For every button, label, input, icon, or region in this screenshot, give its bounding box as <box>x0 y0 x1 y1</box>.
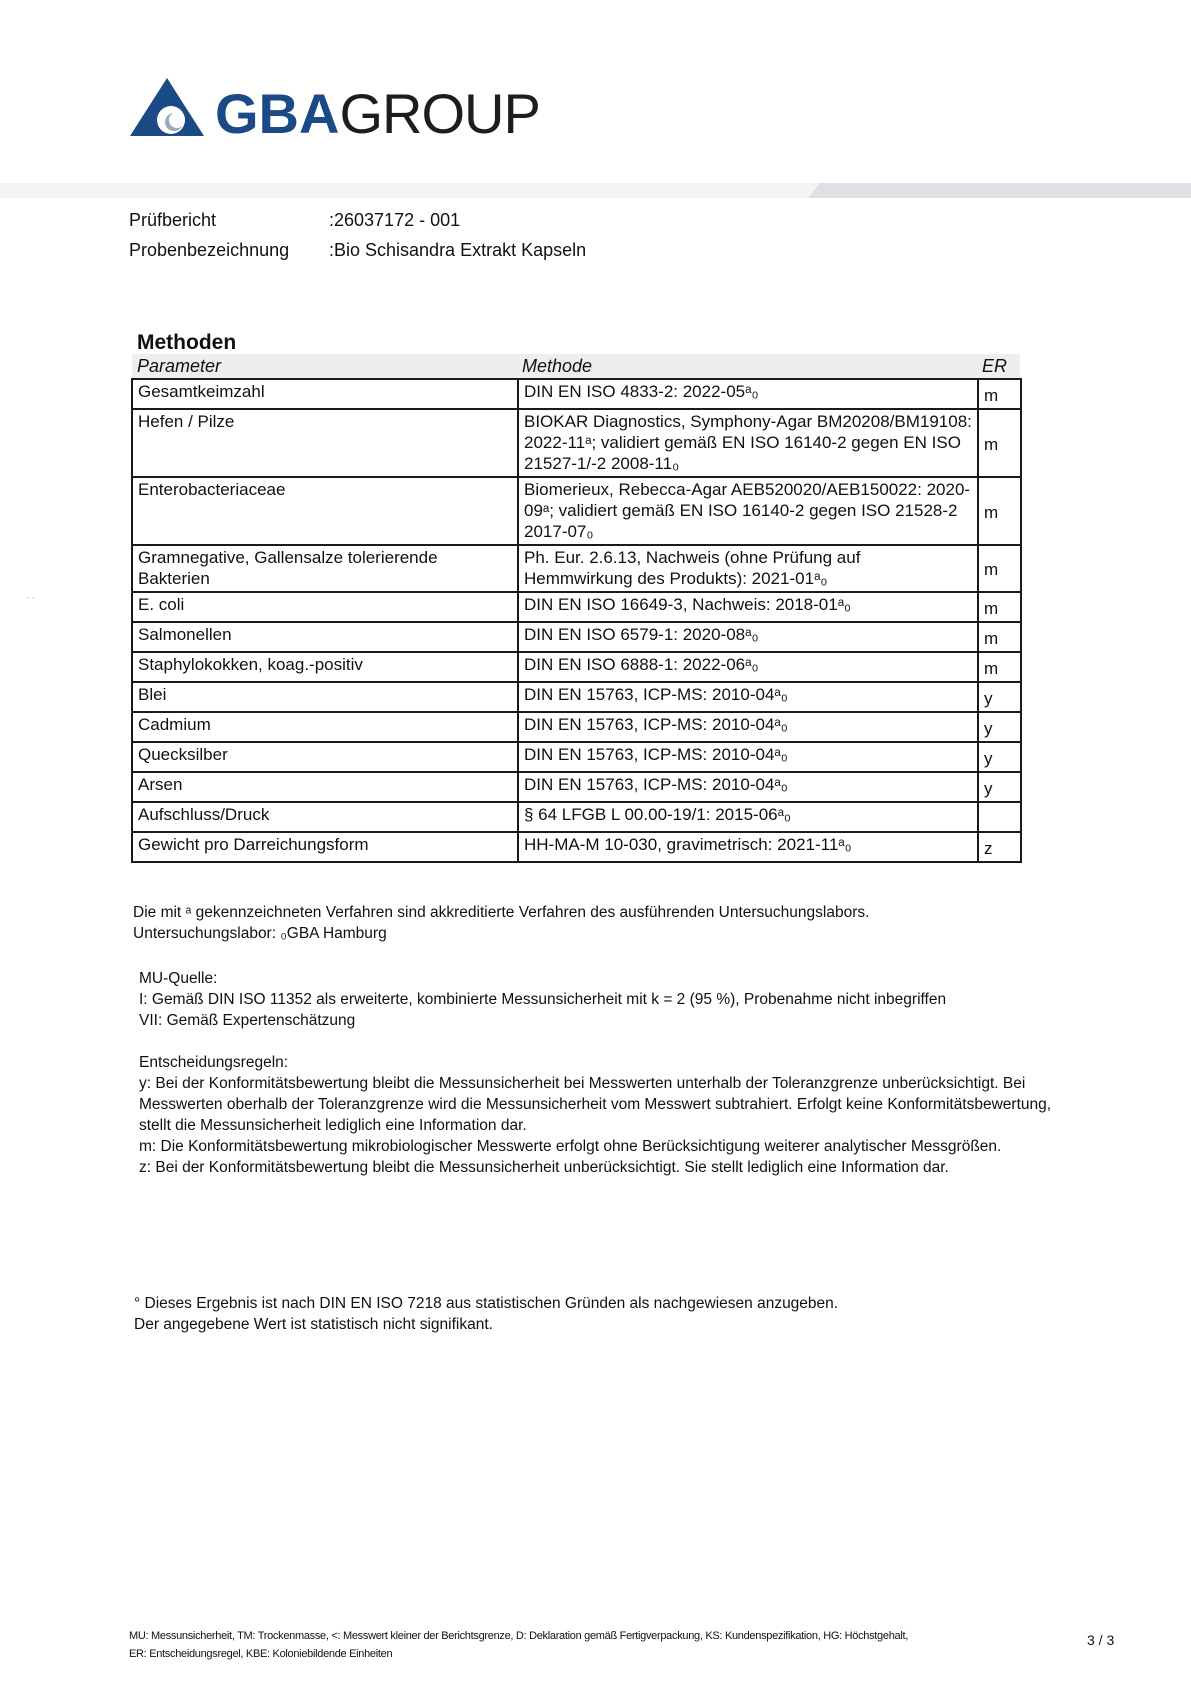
method-row <box>132 772 1021 802</box>
decision-rules-title: Entscheidungsregeln: <box>139 1054 289 1071</box>
parameter-cell: Gesamtkeimzahl <box>132 379 518 409</box>
parameter-cell: Quecksilber <box>132 742 518 772</box>
parameter-cell: Aufschluss/Druck <box>132 802 518 832</box>
method-row <box>132 477 1021 545</box>
decision-rule-z: z: Bei der Konformitätsbewertung bleibt die Messunsicherheit unberücksichtigt. Sie stellt lediglich eine Information dar. <box>139 1159 949 1176</box>
method-cell: § 64 LFGB L 00.00-19/1: 2015-06ᵃ₀ <box>518 802 978 832</box>
statistic-note-line-1: ° Dieses Ergebnis ist nach DIN EN ISO 7218 aus statistischen Gründen als nachgewiesen anzugeben. <box>134 1295 839 1312</box>
footer-line-2: ER: Entscheidungsregel, KBE: Koloniebildende Einheiten <box>129 1648 393 1660</box>
gba-group-logo-mark <box>130 78 205 138</box>
decision-rule-y: y: Bei der Konformitätsbewertung bleibt die Messunsicherheit bei Messwerten unterhalb der Toleranzgrenze unberücksichtigt. Bei Messwerten oberhalb der Toleranzgrenze wird die Messunsicherheit vom Messwert subtrahiert. Erfolgt keine Konformitätsbewertung, stellt die Messunsicherheit lediglich eine Information dar. <box>139 1075 1052 1134</box>
er-cell: y <box>978 682 1021 712</box>
method-row <box>132 409 1021 477</box>
method-row <box>132 802 1021 832</box>
method-cell: Biomerieux, Rebecca-Agar AEB520020/AEB150022: 2020-09ᵃ; validiert gemäß EN ISO 16140-2 gegen ISO 21528-2 2017-07₀ <box>518 477 978 545</box>
method-cell: DIN EN 15763, ICP-MS: 2010-04ᵃ₀ <box>518 682 978 712</box>
method-row <box>132 622 1021 652</box>
parameter-cell: Staphylokokken, koag.-positiv <box>132 652 518 682</box>
page-number: 3 / 3 <box>1087 1632 1115 1648</box>
method-cell: HH-MA-M 10-030, gravimetrisch: 2021-11ᵃ₀ <box>518 832 978 862</box>
margin-mark: - - <box>27 593 35 602</box>
er-cell: y <box>978 712 1021 742</box>
decision-rule-m: m: Die Konformitätsbewertung mikrobiologischer Messwerte erfolgt ohne Berücksichtigung weiterer analytischer Messgrößen. <box>139 1138 1002 1155</box>
statistic-note-line-2: Der angegebene Wert ist statistisch nicht signifikant. <box>134 1316 493 1333</box>
parameter-cell: Blei <box>132 682 518 712</box>
header-er: ER <box>982 356 1008 376</box>
parameter-cell: Arsen <box>132 772 518 802</box>
er-cell: m <box>978 622 1021 652</box>
method-row <box>132 592 1021 622</box>
method-cell: DIN EN 15763, ICP-MS: 2010-04ᵃ₀ <box>518 772 978 802</box>
logo-text-group: GROUP <box>339 82 540 145</box>
gba-group-logo-text <box>215 84 540 144</box>
header-band <box>0 183 1191 198</box>
method-row <box>132 832 1021 862</box>
method-cell: DIN EN ISO 6579-1: 2020-08ᵃ₀ <box>518 622 978 652</box>
er-cell <box>978 802 1021 832</box>
method-cell: Ph. Eur. 2.6.13, Nachweis (ohne Prüfung auf Hemmwirkung des Produkts): 2021-01ᵃ₀ <box>518 545 978 592</box>
methods-title: Methoden <box>137 331 237 354</box>
parameter-cell: Gramnegative, Gallensalze tolerierende Bakterien <box>132 545 518 592</box>
method-cell: DIN EN ISO 6888-1: 2022-06ᵃ₀ <box>518 652 978 682</box>
footer-line-1: MU: Messunsicherheit, TM: Trockenmasse, <: Messwert kleiner der Berichtsgrenze, D: Deklaration gemäß Fertigverpackung, KS: Kundenspezifikation, HG: Höchstgehalt, <box>129 1630 908 1642</box>
parameter-cell: Salmonellen <box>132 622 518 652</box>
er-cell: m <box>978 409 1021 477</box>
decision-rules-block <box>139 1052 1079 1178</box>
method-row <box>132 652 1021 682</box>
report-number-value: :26037172 - 001 <box>329 210 461 230</box>
method-row <box>132 682 1021 712</box>
logo-text-gba: GBA <box>215 82 340 145</box>
parameter-cell: E. coli <box>132 592 518 622</box>
mu-source-block <box>139 968 1079 1031</box>
mu-source-line-1: I: Gemäß DIN ISO 11352 als erweiterte, kombinierte Messunsicherheit mit k = 2 (95 %), Probenahme nicht inbegriffen <box>139 991 947 1008</box>
method-row <box>132 742 1021 772</box>
sample-name-label: Probenbezeichnung <box>129 240 290 260</box>
method-cell: BIOKAR Diagnostics, Symphony-Agar BM20208/BM19108: 2022-11ᵃ; validiert gemäß EN ISO 16140-2 gegen EN ISO 21527-1/-2 2008-11₀ <box>518 409 978 477</box>
er-cell: m <box>978 477 1021 545</box>
mu-source-line-2: VII: Gemäß Expertenschätzung <box>139 1012 356 1029</box>
footer-abbreviations <box>129 1627 908 1663</box>
er-cell: m <box>978 592 1021 622</box>
parameter-cell: Gewicht pro Darreichungsform <box>132 832 518 862</box>
er-cell: m <box>978 652 1021 682</box>
method-cell: DIN EN 15763, ICP-MS: 2010-04ᵃ₀ <box>518 712 978 742</box>
method-cell: DIN EN ISO 4833-2: 2022-05ᵃ₀ <box>518 379 978 409</box>
method-row <box>132 379 1021 409</box>
sample-name-value: :Bio Schisandra Extrakt Kapseln <box>329 240 587 260</box>
parameter-cell: Hefen / Pilze <box>132 409 518 477</box>
report-number-label: Prüfbericht <box>129 210 217 230</box>
er-cell: z <box>978 832 1021 862</box>
er-cell: y <box>978 772 1021 802</box>
accreditation-note: Die mit ᵃ gekennzeichneten Verfahren sind akkreditierte Verfahren des ausführenden Untersuchungslabors. <box>133 904 870 921</box>
er-cell: m <box>978 545 1021 592</box>
header-method: Methode <box>522 356 593 376</box>
er-cell: m <box>978 379 1021 409</box>
parameter-cell: Cadmium <box>132 712 518 742</box>
method-cell: DIN EN ISO 16649-3, Nachweis: 2018-01ᵃ₀ <box>518 592 978 622</box>
header-parameter: Parameter <box>137 356 222 376</box>
method-cell: DIN EN 15763, ICP-MS: 2010-04ᵃ₀ <box>518 742 978 772</box>
method-row <box>132 545 1021 592</box>
laboratory-note: Untersuchungslabor: ₀GBA Hamburg <box>133 925 387 942</box>
er-cell: y <box>978 742 1021 772</box>
mu-source-title: MU-Quelle: <box>139 970 218 987</box>
method-row <box>132 712 1021 742</box>
parameter-cell: Enterobacteriaceae <box>132 477 518 545</box>
methods-table <box>131 378 1022 863</box>
